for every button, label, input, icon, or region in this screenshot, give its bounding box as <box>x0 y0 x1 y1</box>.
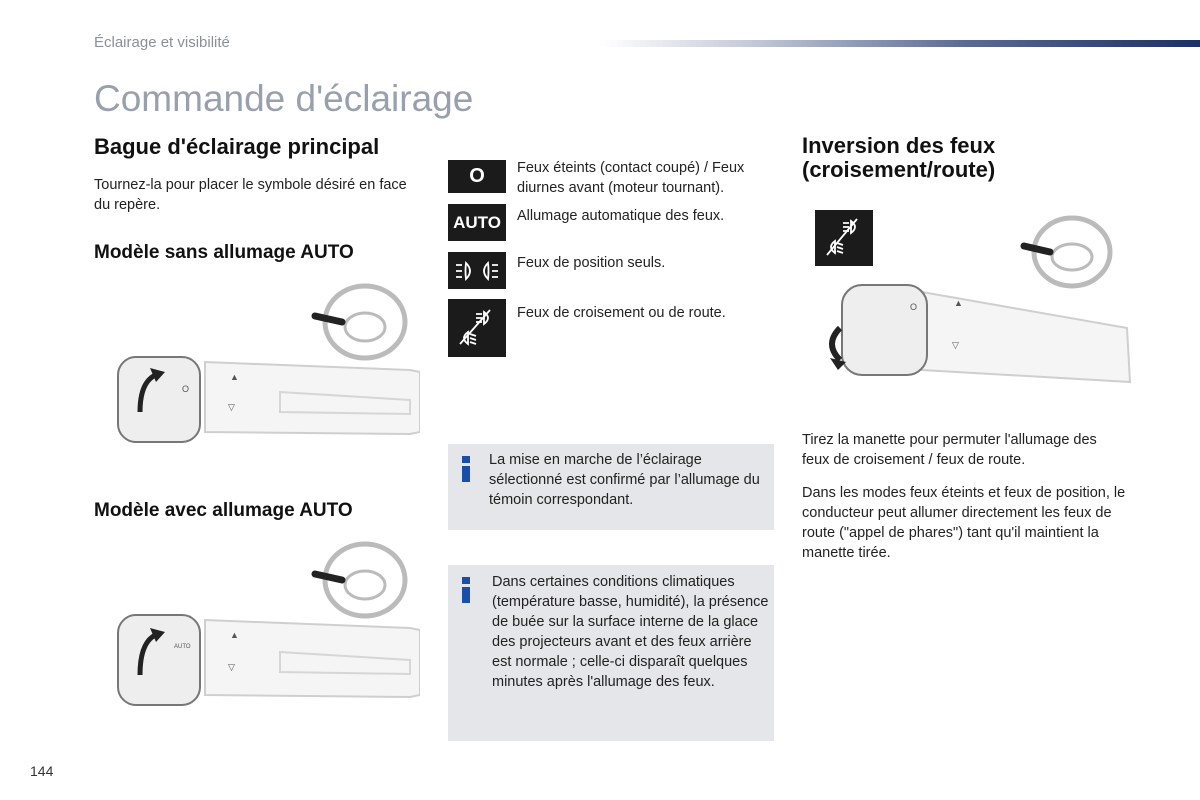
page-number: 144 <box>30 763 54 779</box>
svg-text:▲: ▲ <box>954 298 963 308</box>
model-no-auto-heading: Modèle sans allumage AUTO <box>94 242 354 263</box>
header-gradient-bar <box>600 40 1200 47</box>
light-off-icon-label: O <box>469 165 485 187</box>
auto-lights-icon <box>448 204 506 241</box>
svg-text:AUTO: AUTO <box>174 644 191 650</box>
beam-switch-para2: Dans les modes feux éteints et feux de position, le conducteur peut allumer directement les feux de route ("appel de phares") tant qu'il maintient la manette tirée. <box>802 485 1126 561</box>
mode-auto-text: Allumage automatique des feux. <box>517 208 725 224</box>
steering-wheel-icon <box>315 286 405 358</box>
position-lights-symbol <box>454 259 500 283</box>
stalk-body <box>830 285 1130 382</box>
info-icon <box>462 456 470 482</box>
page-title: Commande d'éclairage <box>94 78 474 119</box>
dipped-main-beam-icon <box>448 299 506 357</box>
beam-switch-heading-line2: (croisement/route) <box>802 157 996 182</box>
info-box-condensation-text: Dans certaines conditions climatiques (température basse, humidité), la présence de buée sur la surface interne de la glace des projecteurs avant et des feux arrière est normale ; celle-ci disparaît quelques minutes après l'allumage des feux. <box>492 574 769 690</box>
stalk-auto-illustration <box>110 540 420 710</box>
beam-switch-heading-line1: Inversion des feux <box>802 133 996 158</box>
beam-switch-heading <box>802 134 995 182</box>
stalk-body <box>118 615 420 705</box>
auto-lights-icon-label: AUTO <box>453 212 501 232</box>
light-off-icon <box>448 160 506 193</box>
svg-text:▽: ▽ <box>952 340 959 350</box>
steering-wheel-icon <box>1024 218 1110 286</box>
main-ring-heading: Bague d'éclairage principal <box>94 134 380 159</box>
stalk-no-auto-illustration <box>110 282 420 447</box>
steering-wheel-icon <box>315 544 405 616</box>
position-lights-icon <box>448 252 506 289</box>
main-ring-intro: Tournez-la pour placer le symbole désiré en face du repère. <box>94 177 407 213</box>
svg-text:▽: ▽ <box>228 402 235 412</box>
info-box-confirmation <box>448 444 774 530</box>
model-auto-heading: Modèle avec allumage AUTO <box>94 500 353 521</box>
mode-position-text: Feux de position seuls. <box>517 255 666 271</box>
svg-text:▲: ▲ <box>230 630 239 640</box>
beam-switch-illustration <box>812 210 1132 385</box>
beam-switch-para1: Tirez la manette pour permuter l'allumage des feux de croisement / feux de route. <box>802 432 1097 468</box>
svg-text:O: O <box>182 384 190 394</box>
info-icon <box>462 577 470 603</box>
section-label: Éclairage et visibilité <box>94 34 230 51</box>
info-box-confirmation-text: La mise en marche de l’éclairage sélectionné est confirmé par l’allumage du témoin correspondant. <box>489 452 760 508</box>
svg-text:▽: ▽ <box>228 662 235 672</box>
stalk-body <box>118 357 420 442</box>
svg-text:▲: ▲ <box>230 372 239 382</box>
dipped-main-beam-symbol <box>454 304 500 352</box>
mode-beam-text: Feux de croisement ou de route. <box>517 305 726 321</box>
mode-off-text: Feux éteints (contact coupé) / Feux diurnes avant (moteur tournant). <box>517 160 745 196</box>
svg-text:O: O <box>910 302 918 312</box>
info-box-condensation <box>448 565 774 741</box>
